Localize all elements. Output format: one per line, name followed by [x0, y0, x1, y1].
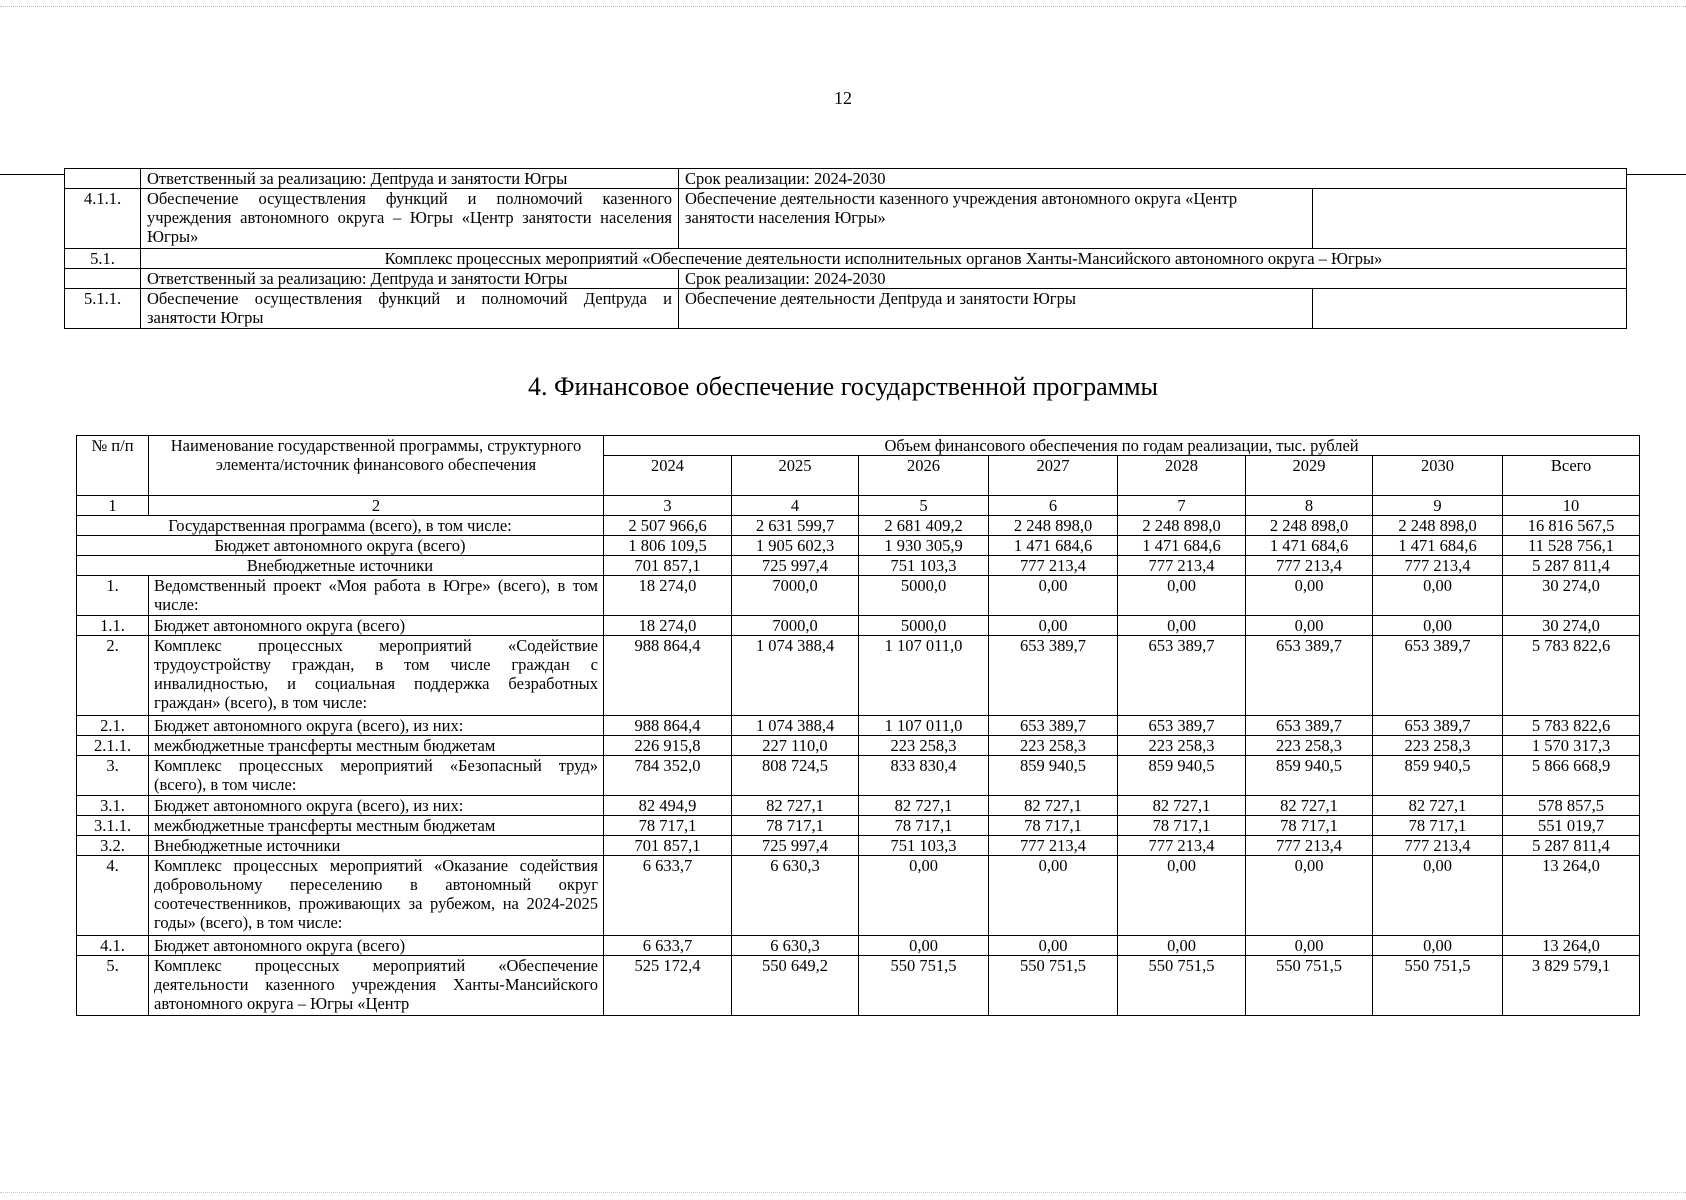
year-value: 2 681 409,2	[859, 516, 989, 536]
row-name: Комплекс процессных мероприятий «Оказание содействия добровольному переселению в автономный округ соотечественников, проживающих за рубежом, на 2024-2025 годы» (всего), в том числе:	[149, 856, 604, 936]
year-value: 6 633,7	[604, 856, 732, 936]
year-value: 2 507 966,6	[604, 516, 732, 536]
table-row	[77, 956, 1640, 1016]
row-num: 4.1.	[77, 936, 149, 956]
column-number: 6	[989, 496, 1118, 516]
year-value: 78 717,1	[859, 816, 989, 836]
year-value: 525 172,4	[604, 956, 732, 1016]
year-value: 0,00	[1118, 936, 1246, 956]
table-row	[77, 736, 1640, 756]
year-value: 1 107 011,0	[859, 716, 989, 736]
table-row	[77, 616, 1640, 636]
total-value: 13 264,0	[1503, 936, 1640, 956]
year-value: 78 717,1	[732, 816, 859, 836]
table-row	[77, 796, 1640, 816]
year-value: 653 389,7	[1373, 716, 1503, 736]
table-row	[77, 856, 1640, 936]
year-value: 777 213,4	[989, 556, 1118, 576]
row-name: Комплекс процессных мероприятий «Безопасный труд» (всего), в том числе:	[149, 756, 604, 796]
column-number: 7	[1118, 496, 1246, 516]
year-value: 0,00	[859, 856, 989, 936]
total-value: 3 829 579,1	[1503, 956, 1640, 1016]
year-value: 725 997,4	[732, 836, 859, 856]
header-year: 2028	[1118, 456, 1246, 496]
term-cell: Срок реализации: 2024-2030	[679, 269, 1627, 289]
column-number: 2	[149, 496, 604, 516]
total-value: 13 264,0	[1503, 856, 1640, 936]
year-value: 1 107 011,0	[859, 636, 989, 716]
year-value: 7000,0	[732, 616, 859, 636]
year-value: 18 274,0	[604, 576, 732, 616]
year-value: 78 717,1	[989, 816, 1118, 836]
row-name: Бюджет автономного округа (всего)	[149, 936, 604, 956]
link-cell	[1313, 289, 1627, 329]
year-value: 0,00	[989, 936, 1118, 956]
table-row	[77, 816, 1640, 836]
year-value: 1 471 684,6	[1373, 536, 1503, 556]
row-num: 2.	[77, 636, 149, 716]
year-value: 82 727,1	[989, 796, 1118, 816]
num-cell: 4.1.1.	[65, 189, 141, 249]
year-value: 0,00	[1373, 616, 1503, 636]
table-row	[77, 936, 1640, 956]
year-value: 223 258,3	[1118, 736, 1246, 756]
year-value: 5000,0	[859, 576, 989, 616]
structural-elements-table	[64, 168, 1627, 329]
year-value: 777 213,4	[1118, 556, 1246, 576]
column-number: 5	[859, 496, 989, 516]
year-value: 777 213,4	[1246, 836, 1373, 856]
row-num: 3.2.	[77, 836, 149, 856]
year-value: 0,00	[1118, 856, 1246, 936]
responsible-cell: Ответственный за реализацию: Депtруда и занятости Югры	[141, 269, 679, 289]
year-value: 82 727,1	[1373, 796, 1503, 816]
column-number: 9	[1373, 496, 1503, 516]
row-num: 2.1.	[77, 716, 149, 736]
total-value: 11 528 756,1	[1503, 536, 1640, 556]
total-value: 5 866 668,9	[1503, 756, 1640, 796]
year-value: 653 389,7	[1118, 716, 1246, 736]
year-value: 859 940,5	[1373, 756, 1503, 796]
year-value: 1 930 305,9	[859, 536, 989, 556]
header-year: 2024	[604, 456, 732, 496]
row-name: Внебюджетные источники	[149, 836, 604, 856]
total-value: 1 570 317,3	[1503, 736, 1640, 756]
year-value: 653 389,7	[1373, 636, 1503, 716]
year-value: 0,00	[1246, 856, 1373, 936]
year-value: 859 940,5	[989, 756, 1118, 796]
year-value: 1 471 684,6	[989, 536, 1118, 556]
year-value: 653 389,7	[989, 716, 1118, 736]
year-value: 988 864,4	[604, 716, 732, 736]
table-row	[77, 836, 1640, 856]
section-title: 4. Финансовое обеспечение государственной программы	[527, 372, 1159, 401]
year-value: 82 494,9	[604, 796, 732, 816]
table-row	[77, 716, 1640, 736]
year-value: 78 717,1	[1246, 816, 1373, 836]
row-name: Комплекс процессных мероприятий «Содействие трудоустройству граждан, в том числе граждан с инвалидностью, и социальная поддержка безработных граждан» (всего), в том числе:	[149, 636, 604, 716]
year-value: 550 751,5	[1118, 956, 1246, 1016]
table-row	[77, 636, 1640, 716]
year-value: 0,00	[859, 936, 989, 956]
row-num: 3.1.1.	[77, 816, 149, 836]
column-number: 4	[732, 496, 859, 516]
row-name: Государственная программа (всего), в том числе:	[77, 516, 604, 536]
year-value: 227 110,0	[732, 736, 859, 756]
year-value: 2 248 898,0	[1246, 516, 1373, 536]
year-value: 223 258,3	[1373, 736, 1503, 756]
num-cell	[65, 169, 141, 189]
column-number-row	[77, 496, 1640, 516]
year-value: 751 103,3	[859, 556, 989, 576]
effect-cell: Обеспечение деятельности казенного учреждения автономного округа «Центр занятости населения Югры»	[679, 189, 1313, 249]
year-value: 82 727,1	[732, 796, 859, 816]
table-row	[77, 516, 1640, 536]
header-group: Объем финансового обеспечения по годам реализации, тыс. рублей	[604, 436, 1640, 456]
year-value: 78 717,1	[604, 816, 732, 836]
row-name: Ведомственный проект «Моя работа в Югре» (всего), в том числе:	[149, 576, 604, 616]
year-value: 82 727,1	[1118, 796, 1246, 816]
row-name: Комплекс процессных мероприятий «Обеспечение деятельности казенного учреждения Ханты-Мансийского автономного округа – Югры «Центр	[149, 956, 604, 1016]
year-value: 6 630,3	[732, 936, 859, 956]
num-cell: 5.1.1.	[65, 289, 141, 329]
row-num: 3.1.	[77, 796, 149, 816]
year-value: 0,00	[1373, 856, 1503, 936]
year-value: 0,00	[989, 576, 1118, 616]
year-value: 78 717,1	[1118, 816, 1246, 836]
year-value: 0,00	[989, 856, 1118, 936]
header-row	[77, 436, 1640, 456]
year-value: 5000,0	[859, 616, 989, 636]
year-value: 2 248 898,0	[1373, 516, 1503, 536]
year-value: 7000,0	[732, 576, 859, 616]
table-row	[77, 536, 1640, 556]
responsible-cell: Ответственный за реализацию: Депtруда и занятости Югры	[141, 169, 679, 189]
year-value: 226 915,8	[604, 736, 732, 756]
task-cell: Обеспечение осуществления функций и полномочий Депtруда и занятости Югры	[141, 289, 679, 329]
year-value: 0,00	[1246, 936, 1373, 956]
row-num: 5.	[77, 956, 149, 1016]
year-value: 2 631 599,7	[732, 516, 859, 536]
year-value: 859 940,5	[1246, 756, 1373, 796]
header-year: 2027	[989, 456, 1118, 496]
year-value: 550 751,5	[989, 956, 1118, 1016]
total-value: 5 287 811,4	[1503, 836, 1640, 856]
row-name: межбюджетные трансферты местным бюджетам	[149, 816, 604, 836]
year-value: 82 727,1	[1246, 796, 1373, 816]
row-name: Бюджет автономного округа (всего)	[77, 536, 604, 556]
scan-edge-top	[0, 6, 1686, 7]
year-value: 223 258,3	[1246, 736, 1373, 756]
column-number: 10	[1503, 496, 1640, 516]
year-value: 701 857,1	[604, 836, 732, 856]
year-value: 6 630,3	[732, 856, 859, 936]
year-value: 653 389,7	[1118, 636, 1246, 716]
page-number: 12	[834, 88, 852, 108]
scan-rule-left	[0, 174, 64, 175]
scan-edge-bottom	[0, 1192, 1686, 1193]
year-value: 1 471 684,6	[1118, 536, 1246, 556]
num-cell	[65, 269, 141, 289]
total-value: 30 274,0	[1503, 616, 1640, 636]
year-value: 2 248 898,0	[1118, 516, 1246, 536]
year-value: 0,00	[1118, 616, 1246, 636]
year-value: 653 389,7	[1246, 716, 1373, 736]
table-row	[65, 289, 1627, 329]
total-value: 578 857,5	[1503, 796, 1640, 816]
year-value: 784 352,0	[604, 756, 732, 796]
column-number: 8	[1246, 496, 1373, 516]
year-value: 1 074 388,4	[732, 716, 859, 736]
num-cell: 5.1.	[65, 249, 141, 269]
table-row	[77, 756, 1640, 796]
column-number: 3	[604, 496, 732, 516]
year-value: 550 649,2	[732, 956, 859, 1016]
table-row	[65, 249, 1627, 269]
table-row	[65, 269, 1627, 289]
year-value: 833 830,4	[859, 756, 989, 796]
year-value: 777 213,4	[1373, 836, 1503, 856]
year-value: 1 074 388,4	[732, 636, 859, 716]
year-value: 550 751,5	[859, 956, 989, 1016]
year-value: 859 940,5	[1118, 756, 1246, 796]
year-value: 1 806 109,5	[604, 536, 732, 556]
year-value: 0,00	[1373, 936, 1503, 956]
row-num: 2.1.1.	[77, 736, 149, 756]
row-num: 3.	[77, 756, 149, 796]
year-value: 78 717,1	[1373, 816, 1503, 836]
year-value: 18 274,0	[604, 616, 732, 636]
header-year: 2026	[859, 456, 989, 496]
header-name: Наименование государственной программы, структурного элемента/источник финансового обеспечения	[149, 436, 604, 496]
table-row	[77, 556, 1640, 576]
total-value: 30 274,0	[1503, 576, 1640, 616]
table-row	[65, 189, 1627, 249]
row-name: Бюджет автономного округа (всего), из них:	[149, 796, 604, 816]
total-value: 551 019,7	[1503, 816, 1640, 836]
task-cell: Обеспечение осуществления функций и полномочий казенного учреждения автономного округа – Югры «Центр занятости населения Югры»	[141, 189, 679, 249]
year-value: 701 857,1	[604, 556, 732, 576]
year-value: 777 213,4	[989, 836, 1118, 856]
header-year: 2030	[1373, 456, 1503, 496]
year-value: 223 258,3	[859, 736, 989, 756]
year-value: 653 389,7	[989, 636, 1118, 716]
year-value: 1 471 684,6	[1246, 536, 1373, 556]
term-cell: Срок реализации: 2024-2030	[679, 169, 1627, 189]
total-value: 5 783 822,6	[1503, 716, 1640, 736]
year-value: 988 864,4	[604, 636, 732, 716]
row-num: 1.1.	[77, 616, 149, 636]
total-value: 16 816 567,5	[1503, 516, 1640, 536]
row-name: межбюджетные трансферты местным бюджетам	[149, 736, 604, 756]
table-row	[65, 169, 1627, 189]
row-name: Бюджет автономного округа (всего)	[149, 616, 604, 636]
year-value: 223 258,3	[989, 736, 1118, 756]
header-total: Всего	[1503, 456, 1640, 496]
row-num: 4.	[77, 856, 149, 936]
row-name: Бюджет автономного округа (всего), из них:	[149, 716, 604, 736]
header-year: 2029	[1246, 456, 1373, 496]
total-value: 5 287 811,4	[1503, 556, 1640, 576]
total-value: 5 783 822,6	[1503, 636, 1640, 716]
year-value: 0,00	[1118, 576, 1246, 616]
table-row	[77, 576, 1640, 616]
year-value: 653 389,7	[1246, 636, 1373, 716]
year-value: 0,00	[1246, 576, 1373, 616]
year-value: 0,00	[1373, 576, 1503, 616]
year-value: 777 213,4	[1246, 556, 1373, 576]
link-cell	[1313, 189, 1627, 249]
year-value: 0,00	[1246, 616, 1373, 636]
year-value: 777 213,4	[1373, 556, 1503, 576]
scan-rule-right	[1626, 174, 1686, 175]
row-name: Внебюджетные источники	[77, 556, 604, 576]
year-value: 751 103,3	[859, 836, 989, 856]
finance-table	[76, 435, 1640, 1016]
year-value: 82 727,1	[859, 796, 989, 816]
row-num: 1.	[77, 576, 149, 616]
column-number: 1	[77, 496, 149, 516]
year-value: 725 997,4	[732, 556, 859, 576]
section-cell: Комплекс процессных мероприятий «Обеспечение деятельности исполнительных органов Ханты-Мансийского автономного округа – Югры»	[141, 249, 1627, 269]
effect-cell: Обеспечение деятельности Депtруда и занятости Югры	[679, 289, 1313, 329]
year-value: 0,00	[989, 616, 1118, 636]
header-num: № п/п	[77, 436, 149, 496]
year-value: 550 751,5	[1246, 956, 1373, 1016]
year-value: 777 213,4	[1118, 836, 1246, 856]
year-value: 550 751,5	[1373, 956, 1503, 1016]
year-value: 1 905 602,3	[732, 536, 859, 556]
year-value: 6 633,7	[604, 936, 732, 956]
year-value: 808 724,5	[732, 756, 859, 796]
header-year: 2025	[732, 456, 859, 496]
year-value: 2 248 898,0	[989, 516, 1118, 536]
